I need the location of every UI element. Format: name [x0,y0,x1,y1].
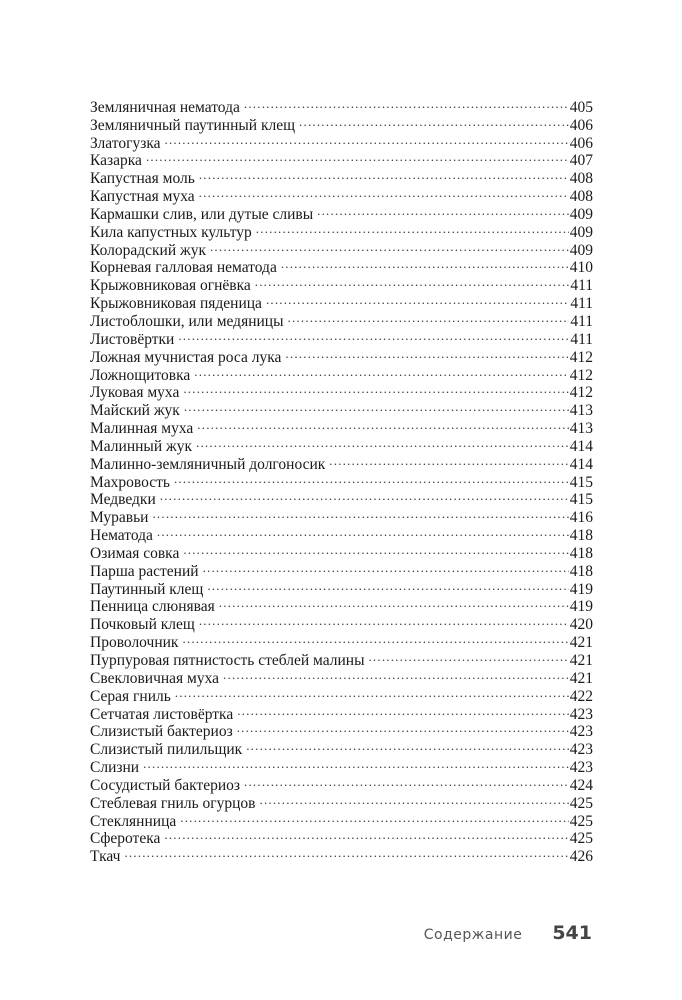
toc-entry-page: 408 [569,170,593,188]
toc-entry-page: 416 [569,509,593,527]
footer-section-label: Содержание [423,927,523,943]
toc-entry[interactable] [90,165,593,188]
toc-entry-title: Крыжовниковая огнёвка [90,277,251,295]
toc-entry-title: Листоблошки, или медяницы [90,312,284,330]
toc-entry-title: Стеблевая гниль огурцов [90,794,256,812]
table-of-contents [90,94,593,866]
toc-entry-page: 408 [569,188,593,206]
dot-leader [255,272,570,290]
dot-leader [160,487,569,505]
toc-entry-title: Луковая муха [90,384,180,402]
toc-entry[interactable] [90,843,593,866]
toc-entry-title: Проволочник [90,634,179,652]
toc-entry-page: 412 [569,384,593,402]
toc-entry-title: Ложнощитовка [90,366,191,384]
dot-leader [203,558,569,576]
toc-entry-page: 421 [569,634,593,652]
toc-entry-page: 413 [569,402,593,420]
toc-entry-title: Слизистый пилильщик [90,741,243,759]
toc-entry-title: Медведки [90,491,156,509]
toc-entry-title: Кила капустных культур [90,223,252,241]
toc-entry-title: Казарка [90,152,142,170]
toc-entry-page: 425 [569,830,593,848]
dot-leader [157,522,569,540]
dot-leader [281,255,569,273]
dot-leader [219,594,569,612]
toc-entry-page: 415 [569,491,593,509]
toc-entry-title: Стеклянница [90,812,177,830]
dot-leader [244,94,569,112]
toc-entry-page: 412 [569,348,593,366]
toc-entry-title: Земляничная нематода [90,98,240,116]
toc-entry-page: 420 [569,616,593,634]
dot-leader [317,201,569,219]
toc-entry-page: 409 [569,205,593,223]
dot-leader [368,647,568,665]
toc-entry-page: 419 [569,598,593,616]
dot-leader [266,290,569,308]
dot-leader [237,719,569,737]
toc-entry-page: 426 [569,848,593,866]
toc-entry[interactable] [90,826,593,848]
toc-entry[interactable] [90,754,593,777]
toc-entry[interactable] [90,504,593,527]
dot-leader [256,219,569,237]
toc-entry-page: 406 [569,116,593,134]
toc-entry-title: Крыжовниковая пяденица [90,295,262,313]
toc-entry-title: Листовёртки [90,330,175,348]
dot-leader [178,326,569,344]
toc-entry[interactable] [90,130,593,152]
dot-leader [223,665,569,683]
toc-entry-page: 423 [569,723,593,741]
dot-leader [194,362,568,380]
toc-entry-page: 407 [569,152,593,170]
toc-entry-page: 418 [569,562,593,580]
dot-leader [146,148,569,166]
toc-entry-title: Кармашки слив, или дутые сливы [90,205,314,223]
toc-entry-title: Парша растений [90,562,199,580]
toc-entry[interactable] [90,540,593,562]
dot-leader [288,308,570,326]
toc-entry-title: Малинно-земляничный долгоносик [90,455,326,473]
dot-leader [143,754,569,772]
toc-entry-page: 425 [569,794,593,812]
toc-entry-page: 425 [569,812,593,830]
toc-entry-title: Златогузка [90,134,161,152]
toc-entry-title: Пенница слюнявая [90,598,215,616]
dot-leader [199,165,569,183]
toc-entry-page: 405 [569,98,593,116]
toc-entry-title: Муравьи [90,509,149,527]
dot-leader [165,130,569,148]
toc-entry-page: 422 [569,687,593,705]
toc-entry-page: 423 [569,741,593,759]
toc-entry-page: 414 [569,437,593,455]
toc-entry-page: 421 [569,652,593,669]
toc-entry-page: 411 [570,312,593,330]
toc-entry-page: 414 [569,455,593,473]
toc-entry[interactable] [90,522,593,545]
dot-leader [199,183,569,201]
dot-leader [184,397,569,415]
toc-entry-page: 411 [570,330,593,348]
dot-leader [237,701,569,719]
dot-leader [285,344,568,362]
toc-entry[interactable] [90,772,593,794]
toc-entry-title: Сосудистый бактериоз [90,776,241,794]
toc-entry-title: Свекловичная муха [90,669,220,687]
toc-entry-page: 418 [569,527,593,545]
toc-entry-page: 418 [569,544,593,562]
toc-entry-title: Паутинный клещ [90,580,204,598]
dot-leader [124,843,568,861]
toc-entry-page: 409 [569,241,593,259]
toc-entry-page: 423 [569,759,593,777]
dot-leader [197,415,568,433]
dot-leader [182,629,568,647]
dot-leader [246,736,569,754]
toc-entry-title: Капустная муха [90,188,195,206]
toc-entry-title: Сферотека [90,830,161,848]
toc-entry-title: Слизни [90,759,140,777]
dot-leader [183,380,568,398]
dot-leader [299,112,569,130]
toc-entry-page: 409 [569,223,593,241]
toc-entry-title: Сетчатая листовёртка [90,705,234,723]
toc-entry-title: Земляничный паутинный клещ [90,116,296,134]
page-footer [424,922,592,944]
toc-entry-title: Пурпуровая пятнистость стеблей малины [90,652,365,669]
toc-entry[interactable] [90,148,593,170]
dot-leader [196,433,569,451]
dot-leader [207,576,568,594]
toc-entry-title: Почковый клещ [90,616,195,634]
toc-entry-title: Махровость [90,473,170,491]
dot-leader [174,469,569,487]
toc-entry-title: Ткач [90,848,121,866]
toc-entry-title: Корневая галловая нематода [90,259,277,277]
toc-entry[interactable] [90,487,593,509]
toc-entry-title: Озимая совка [90,544,180,562]
dot-leader [175,683,569,701]
toc-entry-page: 412 [569,366,593,384]
toc-entry-title: Серая гниль [90,687,171,705]
toc-entry-page: 411 [570,277,593,295]
dot-leader [183,540,568,558]
toc-entry-page: 410 [569,259,593,277]
dot-leader [180,808,569,826]
toc-entry-page: 423 [569,705,593,723]
toc-entry-page: 419 [569,580,593,598]
toc-entry-title: Нематода [90,527,153,545]
toc-entry-title: Капустная моль [90,170,195,188]
dot-leader [260,790,569,808]
dot-leader [210,237,569,255]
toc-entry-title: Малинная муха [90,420,194,438]
footer-page-number: 541 [552,922,592,944]
toc-entry[interactable] [90,94,593,116]
toc-entry-page: 415 [569,473,593,491]
dot-leader [199,611,569,629]
dot-leader [329,451,568,469]
dot-leader [152,504,568,522]
toc-entry-page: 413 [569,420,593,438]
toc-entry-title: Майский жук [90,402,180,420]
toc-entry-page: 406 [569,134,593,152]
dot-leader [164,826,568,844]
toc-entry-title: Колорадский жук [90,241,206,259]
toc-entry-title: Слизистый бактериоз [90,723,233,741]
toc-entry-page: 424 [569,776,593,794]
toc-entry-page: 421 [569,669,593,687]
toc-entry-title: Ложная мучнистая роса лука [90,348,282,366]
toc-entry-title: Малинный жук [90,437,192,455]
dot-leader [244,772,569,790]
toc-entry-page: 411 [570,295,593,313]
